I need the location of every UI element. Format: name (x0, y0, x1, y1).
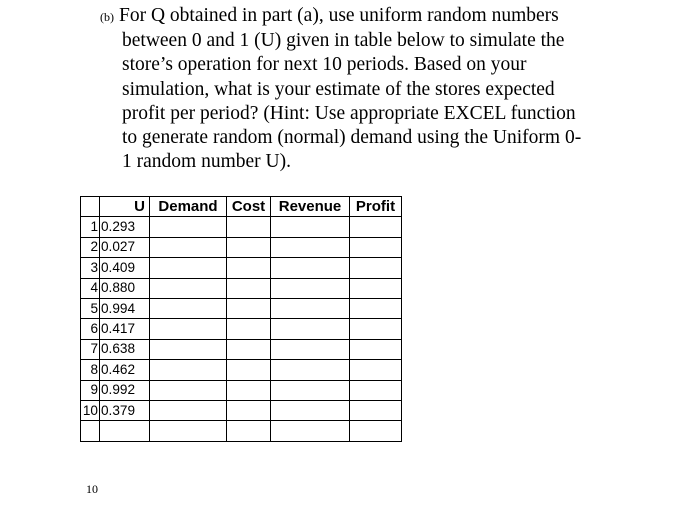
simulation-table (80, 196, 402, 442)
header-demand: Demand (150, 197, 227, 217)
header-profit: Profit (350, 197, 402, 217)
cost-cell (227, 278, 271, 298)
u-value-cell (100, 421, 150, 441)
header-revenue: Revenue (271, 197, 350, 217)
question-line: store’s operation for next 10 periods. Based on your (122, 54, 527, 76)
row-index-cell: 7 (81, 339, 100, 359)
cost-cell (227, 237, 271, 257)
table-body (81, 217, 402, 441)
table-row (81, 258, 402, 278)
cost-cell (227, 339, 271, 359)
profit-cell (350, 339, 402, 359)
question-line: to generate random (normal) demand using the Uniform 0- (122, 127, 582, 149)
table-row (81, 278, 402, 298)
table-row (81, 380, 402, 400)
table-row (81, 400, 402, 420)
demand-cell (150, 380, 227, 400)
demand-cell (150, 298, 227, 318)
revenue-cell (271, 400, 350, 420)
row-index-cell (81, 421, 100, 441)
table-header-row (81, 197, 402, 217)
u-value-cell: 0.462 (100, 360, 150, 380)
row-index-cell: 1 (81, 217, 100, 237)
profit-cell (350, 319, 402, 339)
demand-cell (150, 339, 227, 359)
revenue-cell (271, 298, 350, 318)
cost-cell (227, 400, 271, 420)
profit-cell (350, 421, 402, 441)
table-row (81, 421, 402, 441)
cost-cell (227, 258, 271, 278)
profit-cell (350, 298, 402, 318)
profit-cell (350, 278, 402, 298)
cost-cell (227, 360, 271, 380)
u-value-cell: 0.880 (100, 278, 150, 298)
demand-cell (150, 360, 227, 380)
question-first-line (100, 4, 640, 29)
demand-cell (150, 400, 227, 420)
question-label: (b) (100, 10, 114, 24)
page-number: 10 (86, 482, 98, 496)
profit-cell (350, 258, 402, 278)
revenue-cell (271, 360, 350, 380)
revenue-cell (271, 278, 350, 298)
profit-cell (350, 360, 402, 380)
cost-cell (227, 298, 271, 318)
demand-cell (150, 278, 227, 298)
u-value-cell: 0.027 (100, 237, 150, 257)
profit-cell (350, 237, 402, 257)
u-value-cell: 0.992 (100, 380, 150, 400)
row-index-cell: 2 (81, 237, 100, 257)
row-index-cell: 6 (81, 319, 100, 339)
row-index-cell: 9 (81, 380, 100, 400)
question-part-b (100, 4, 640, 174)
demand-cell (150, 421, 227, 441)
revenue-cell (271, 421, 350, 441)
revenue-cell (271, 237, 350, 257)
table-row (81, 237, 402, 257)
profit-cell (350, 400, 402, 420)
demand-cell (150, 237, 227, 257)
u-value-cell: 0.409 (100, 258, 150, 278)
cost-cell (227, 217, 271, 237)
question-line: 1 random number U). (122, 151, 291, 173)
row-index-cell: 3 (81, 258, 100, 278)
demand-cell (150, 217, 227, 237)
table-row (81, 360, 402, 380)
revenue-cell (271, 339, 350, 359)
profit-cell (350, 217, 402, 237)
header-u: U (100, 197, 150, 217)
u-value-cell: 0.293 (100, 217, 150, 237)
row-index-cell: 8 (81, 360, 100, 380)
question-line: between 0 and 1 (U) given in table below to simulate the (122, 30, 565, 52)
revenue-cell (271, 258, 350, 278)
u-value-cell: 0.638 (100, 339, 150, 359)
revenue-cell (271, 380, 350, 400)
header-index (81, 197, 100, 217)
question-line: profit per period? (Hint: Use appropriate EXCEL function (122, 102, 576, 124)
u-value-cell: 0.994 (100, 298, 150, 318)
table-row (81, 319, 402, 339)
table-row (81, 298, 402, 318)
demand-cell (150, 258, 227, 278)
table-row (81, 339, 402, 359)
cost-cell (227, 380, 271, 400)
table-row (81, 217, 402, 237)
profit-cell (350, 380, 402, 400)
question-line: simulation, what is your estimate of the stores expected (122, 78, 555, 100)
question-line: For Q obtained in part (a), use uniform random numbers (119, 5, 559, 26)
demand-cell (150, 319, 227, 339)
revenue-cell (271, 319, 350, 339)
row-index-cell: 10 (81, 400, 100, 420)
u-value-cell: 0.417 (100, 319, 150, 339)
header-cost: Cost (227, 197, 271, 217)
cost-cell (227, 421, 271, 441)
revenue-cell (271, 217, 350, 237)
row-index-cell: 4 (81, 278, 100, 298)
row-index-cell: 5 (81, 298, 100, 318)
cost-cell (227, 319, 271, 339)
u-value-cell: 0.379 (100, 400, 150, 420)
